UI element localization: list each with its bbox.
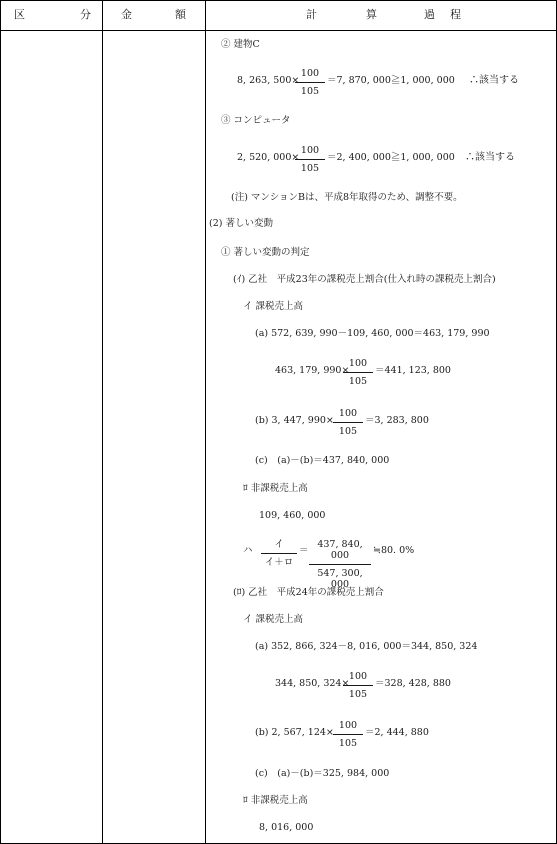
building-c-fraction <box>295 68 325 97</box>
h24-calc-a2-right: ＝328, 428, 880 <box>375 678 451 689</box>
judgment-title: ① 著しい変動の判定 <box>221 247 310 258</box>
h24-calc-a2-fraction <box>343 671 373 700</box>
fraction-numerator: 100 <box>343 671 373 686</box>
h24-calc-a: (a) 352, 866, 324－8, 016, 000＝344, 850, 324 <box>255 641 478 652</box>
h23-title: (ｲ) 乙社 平成23年の課税売上割合(仕入れ時の課税売上割合) <box>233 274 496 285</box>
header-keisan-katei <box>206 0 557 30</box>
h23-calc-b-right: ＝3, 283, 800 <box>365 415 429 426</box>
h24-calc-b-left: (b) 2, 567, 124× <box>255 727 334 738</box>
h23-ratio-value-fraction <box>309 539 371 590</box>
h24-nontaxable-sales-label: ﾛ 非課税売上高 <box>243 795 308 806</box>
building-c-calc-left: 8, 263, 500× <box>237 75 300 86</box>
computer-calc-left: 2, 520, 000× <box>237 152 300 163</box>
fraction-denominator: 105 <box>348 689 368 700</box>
header-tei: 程 <box>450 8 461 21</box>
h23-calc-b-left: (b) 3, 447, 990× <box>255 415 334 426</box>
fraction-numerator: 100 <box>295 68 325 83</box>
fraction-numerator: 100 <box>333 720 363 735</box>
fraction-numerator: 100 <box>333 408 363 423</box>
fraction-denominator: イ＋ロ <box>264 557 294 568</box>
header-gaku: 額 <box>175 8 186 21</box>
computer-label: ③ コンピュータ <box>221 115 291 126</box>
fraction-numerator: 100 <box>343 358 373 373</box>
building-c-conclusion: ∴該当する <box>469 75 519 86</box>
part2-title: (2) 著しい変動 <box>209 218 273 229</box>
fraction-denominator: 105 <box>338 426 358 437</box>
building-c-calc-right: ＝7, 870, 000≧1, 000, 000 <box>327 75 455 86</box>
h23-nontaxable-sales-label: ﾛ 非課税売上高 <box>243 483 308 494</box>
h23-ratio-formula-fraction <box>261 539 297 568</box>
h23-ratio-result: ≒80. 0% <box>373 545 415 556</box>
h24-calc-c: (c) (a)－(b)＝325, 984, 000 <box>255 768 390 779</box>
h23-calc-c: (c) (a)－(b)＝437, 840, 000 <box>255 455 390 466</box>
h23-calc-a2-right: ＝441, 123, 800 <box>375 365 451 376</box>
note-text: (注) マンションBは、平成8年取得のため、調整不要。 <box>231 192 463 203</box>
h23-calc-a: (a) 572, 639, 990－109, 460, 000＝463, 179, 990 <box>255 328 490 339</box>
h23-ratio-equals: ＝ <box>299 545 309 556</box>
h24-taxable-sales-label: イ 課税売上高 <box>243 614 304 625</box>
computer-fraction <box>295 145 325 174</box>
fraction-denominator: 105 <box>338 738 358 749</box>
h24-calc-b-fraction <box>333 720 363 749</box>
h23-ratio-label: ハ <box>243 545 253 556</box>
fraction-numerator: 100 <box>295 145 325 160</box>
fraction-denominator: 105 <box>300 163 320 174</box>
header-kingaku <box>103 0 205 30</box>
header-kin: 金 <box>121 8 132 21</box>
h24-nontaxable-sales-value: 8, 016, 000 <box>259 822 314 833</box>
fraction-denominator: 105 <box>348 376 368 387</box>
h24-calc-a2-left: 344, 850, 324× <box>275 678 350 689</box>
h23-nontaxable-sales-value: 109, 460, 000 <box>259 510 326 521</box>
h23-calc-b-fraction <box>333 408 363 437</box>
h23-taxable-sales-label: イ 課税売上高 <box>243 301 304 312</box>
h24-title: (ﾛ) 乙社 平成24年の課税売上割合 <box>233 587 384 598</box>
header-san: 算 <box>366 8 377 21</box>
fraction-denominator: 105 <box>300 86 320 97</box>
computer-conclusion: ∴該当する <box>465 152 515 163</box>
header-ka: 過 <box>424 8 435 21</box>
h23-calc-a2-left: 463, 179, 990× <box>275 365 350 376</box>
building-c-label: ② 建物C <box>221 39 260 50</box>
h23-calc-a2-fraction <box>343 358 373 387</box>
header-kubun <box>0 0 102 30</box>
fraction-numerator: 437, 840, 000 <box>309 539 371 565</box>
fraction-denominator: 547, 300, 000 <box>317 568 363 590</box>
h24-calc-b-right: ＝2, 444, 880 <box>365 727 429 738</box>
computer-calc-right: ＝2, 400, 000≧1, 000, 000 <box>327 152 455 163</box>
header-ku: 区 <box>14 8 25 21</box>
calculation-column <box>205 31 557 844</box>
header-bun: 分 <box>80 8 91 21</box>
header-kei: 計 <box>306 8 317 21</box>
column-divider-1 <box>102 0 103 844</box>
fraction-numerator: イ <box>261 539 297 554</box>
